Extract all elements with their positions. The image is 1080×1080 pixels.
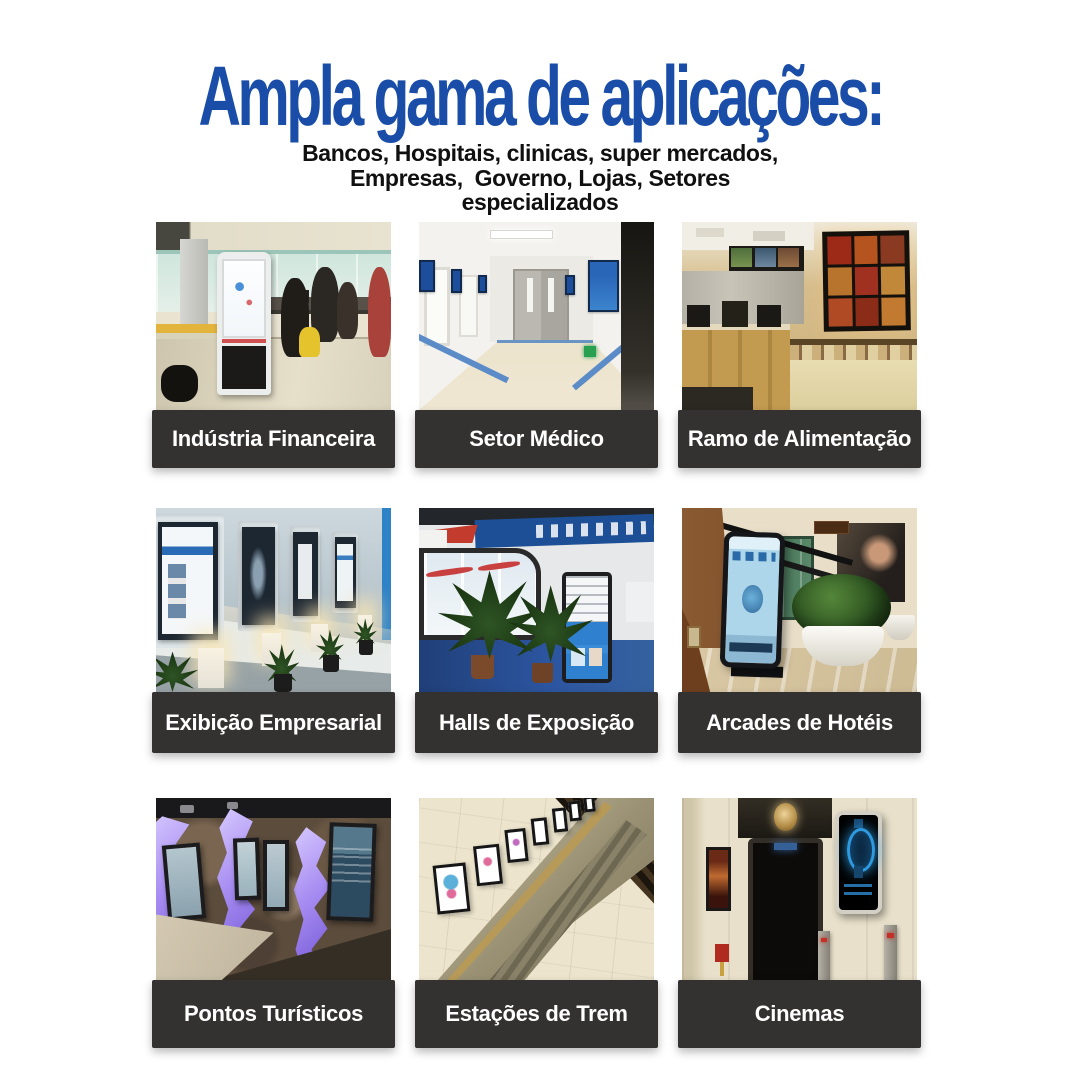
- dark-doorway: [621, 222, 654, 410]
- gold-emblem: [774, 803, 798, 830]
- pos-register: [722, 301, 748, 327]
- plant-pot: [471, 655, 495, 679]
- menu-tile: [828, 268, 852, 296]
- pos-register: [687, 305, 711, 328]
- menu-screen: [778, 248, 799, 267]
- poster-display: [552, 807, 568, 832]
- kiosk-base: [222, 346, 266, 389]
- person: [337, 282, 358, 338]
- caption-text: Pontos Turísticos: [183, 1001, 364, 1026]
- photo-fast-food: [682, 222, 917, 410]
- small-frame: [687, 626, 701, 648]
- caption-text: Setor Médico: [469, 426, 604, 451]
- display-niche: [332, 532, 358, 613]
- banner-lettering: [536, 521, 647, 538]
- display-content: [162, 527, 213, 633]
- kiosk-screen-header: [732, 551, 775, 561]
- card-arcades-de-hoteis: [678, 508, 921, 753]
- wall-display: [263, 840, 289, 911]
- hanging-sign: [814, 521, 849, 534]
- pedestal-lamp: [198, 648, 224, 688]
- ceiling-light: [753, 231, 786, 240]
- wall-display: [162, 842, 206, 921]
- mosaic-band: [790, 345, 917, 360]
- display-content: [298, 544, 312, 600]
- display-niche: [238, 521, 278, 631]
- blue-glow-sign: [774, 843, 798, 850]
- card-exibicao-empresarial: [152, 508, 395, 753]
- poster-display: [530, 817, 549, 846]
- wall-display-large: [588, 260, 619, 313]
- caption-bar: [152, 980, 395, 1048]
- ceiling-light: [696, 228, 724, 237]
- card-halls-de-exposicao: [415, 508, 658, 753]
- plant-pot: [359, 640, 373, 655]
- wall-trim: [790, 339, 917, 346]
- display-niche: [156, 514, 224, 648]
- page-title-text: Ampla gama de aplicações:: [198, 49, 882, 143]
- photo-corporate-display-wall: [156, 508, 391, 692]
- exit-sign: [584, 346, 597, 357]
- floor-blue-edge: [497, 340, 593, 344]
- wall-display: [419, 260, 435, 292]
- photo-station-escalator: [419, 798, 654, 980]
- pos-register: [757, 305, 781, 328]
- caption-text: Indústria Financeira: [171, 426, 376, 451]
- caption-bar: [415, 692, 658, 753]
- photo-exhibition-hall: [419, 508, 654, 692]
- floor-mat: [682, 387, 753, 410]
- caption-bar: [415, 980, 658, 1048]
- subtitle-line-2: Empresas, Governo, Lojas, Setores: [349, 164, 731, 191]
- card-industria-financeira: [152, 222, 395, 468]
- display-thumbnails: [168, 564, 185, 619]
- digital-signage-kiosk: [720, 531, 786, 669]
- door-window: [527, 278, 533, 312]
- photo-hotel-arcade: [682, 508, 917, 692]
- photo-cinema-lobby: [682, 798, 917, 980]
- yellow-stool: [299, 327, 320, 357]
- display-text-bars: [844, 884, 872, 899]
- wall-display: [451, 269, 463, 293]
- subtitle-line-1: Bancos, Hospitais, clinicas, super mercados,: [302, 140, 778, 166]
- kiosk-screen-banner: [222, 339, 266, 343]
- subtitle-line-3: especializados: [461, 189, 619, 215]
- menu-screen: [731, 248, 752, 267]
- menu-tile: [828, 298, 852, 326]
- photo-tourist-gallery: [156, 798, 391, 980]
- display-niche: [290, 526, 321, 622]
- wall-display: [232, 838, 260, 901]
- elevator-call-post: [884, 925, 897, 980]
- kiosk-screen-logo: [742, 584, 763, 612]
- blue-accent-strip: [382, 508, 391, 640]
- page-subtitle: [0, 141, 1080, 215]
- wall-display-watch-ad: [835, 811, 882, 915]
- dark-doorway: [748, 838, 823, 980]
- kiosk-screen-top: [566, 576, 607, 622]
- caption-bar: [678, 410, 921, 468]
- menu-screen: [755, 248, 776, 267]
- menu-tile: [882, 297, 906, 325]
- caption-text: Ramo de Alimentação: [687, 426, 912, 451]
- menu-tile: [855, 298, 879, 326]
- card-estacoes-de-trem: [415, 798, 658, 1048]
- tiled-wall: [790, 360, 917, 410]
- gold-fitting: [720, 962, 725, 977]
- digital-signage-kiosk: [217, 252, 271, 395]
- caption-bar: [415, 410, 658, 468]
- red-wall-box: [715, 944, 729, 962]
- wall-display-large: [326, 823, 376, 923]
- call-button-light: [821, 938, 827, 942]
- caption-text: Halls de Exposição: [438, 709, 635, 735]
- track-light: [227, 802, 239, 809]
- plant-pot: [323, 655, 339, 672]
- menu-tile: [881, 267, 905, 295]
- wall-display: [242, 527, 275, 624]
- menu-tile: [880, 236, 904, 264]
- call-button-light: [887, 933, 893, 938]
- kiosk-screen-footer: [729, 642, 772, 652]
- kiosk-screen-image: [589, 648, 602, 666]
- card-pontos-turisticos: [152, 798, 395, 1048]
- photo-bank-interior: [156, 222, 391, 410]
- wall-display: [293, 532, 318, 616]
- page-title: [0, 49, 1080, 143]
- caption-text: Estações de Trem: [445, 1001, 628, 1026]
- caption-bar: [152, 410, 395, 468]
- caption-bar: [152, 692, 395, 753]
- ceiling-light: [490, 230, 553, 239]
- counter-left: [156, 324, 227, 333]
- caption-text: Arcades de Hotéis: [706, 709, 893, 735]
- caption-text: Exibição Empresarial: [165, 709, 382, 735]
- card-cinemas: [678, 798, 921, 1048]
- track-light: [180, 805, 194, 812]
- poster-display: [568, 800, 582, 821]
- display-content: [337, 544, 353, 601]
- watch-band: [854, 866, 863, 877]
- wall-display-small: [706, 847, 732, 911]
- menu-tile: [854, 267, 878, 295]
- card-setor-medico: [415, 222, 658, 468]
- door-window: [548, 278, 554, 312]
- wall-display: [335, 537, 356, 608]
- menu-tile: [827, 237, 851, 265]
- watch-band: [854, 819, 863, 829]
- caption-bar: [678, 980, 921, 1048]
- wall-display: [565, 275, 576, 296]
- photo-hospital-corridor: [419, 222, 654, 410]
- white-booth-shape: [419, 530, 447, 548]
- caption-bar: [678, 692, 921, 753]
- poster-display: [504, 828, 528, 863]
- caption-text: Cinemas: [754, 1001, 845, 1026]
- plant-pot: [532, 663, 553, 683]
- plant-pot: [274, 674, 293, 692]
- display-content: [248, 543, 268, 605]
- poster-display: [583, 798, 595, 813]
- elevator-call-post: [818, 931, 830, 980]
- poster-display: [473, 844, 503, 887]
- pillar: [180, 239, 208, 333]
- kiosk-screen: [222, 259, 266, 338]
- bag: [161, 365, 199, 403]
- wall-display: [478, 275, 487, 294]
- card-ramo-de-alimentacao: [678, 222, 921, 468]
- double-door: [513, 269, 569, 342]
- poster-display: [433, 862, 471, 914]
- menu-board-grid: [822, 231, 911, 332]
- marble-floor: [682, 648, 917, 692]
- wall-display: [158, 522, 218, 640]
- booth-counter: [626, 582, 654, 622]
- person-red-shirt: [368, 267, 392, 357]
- menu-tile: [854, 236, 878, 264]
